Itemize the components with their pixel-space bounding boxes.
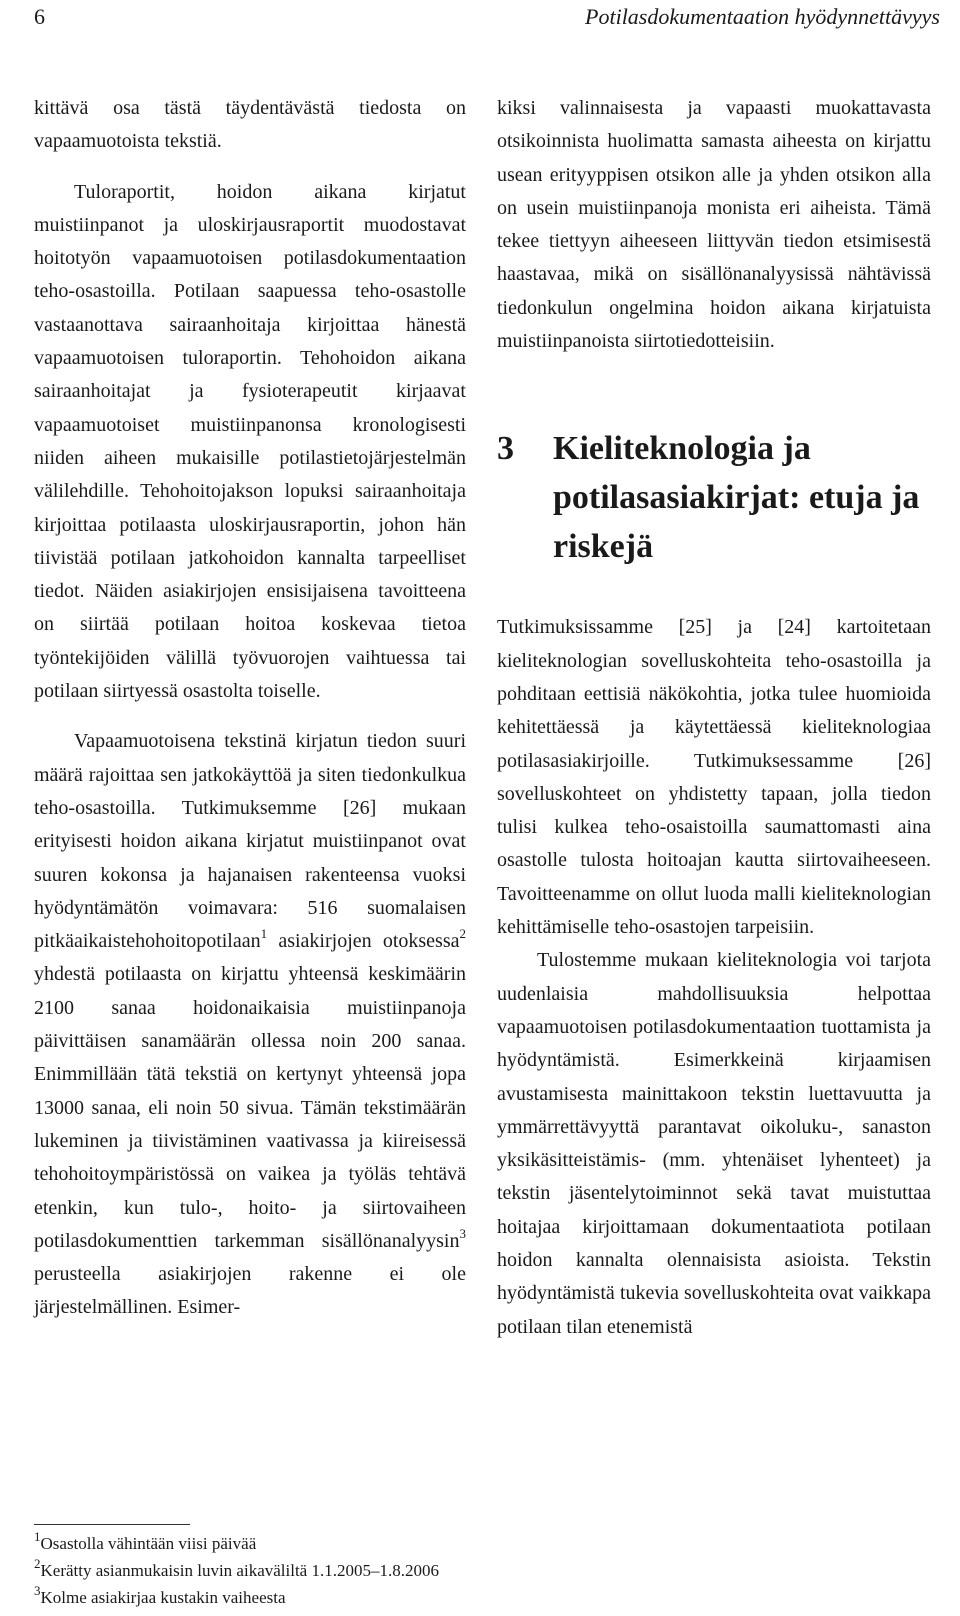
footnote-rule xyxy=(34,1524,190,1525)
footnote-ref: 1 xyxy=(260,926,268,942)
footnote-text: Osastolla vähintään viisi päivää xyxy=(40,1534,257,1553)
footnote-mark: 2 xyxy=(34,1556,41,1572)
footnotes xyxy=(34,1530,439,1611)
running-title: Potilasdokumentaation hyödynnettävyys xyxy=(585,4,940,29)
paragraph: kiksi valinnaisesta ja vapaasti muokattavasta otsikoinnista huolimatta samasta aiheesta on kirjattu usean erityyppisen otsikon alle ja yhden otsikon alla on usein muistiinpanoja monista eri aiheista. Tämä tekee tiettyyn aiheeseen liittyvän tiedon etsimisestä haastavaa, mikä on sisällönanalyysissä nähtävissä tiedonkulun ongelmina hoidon aikana kirjatuista muistiinpanoista siirtotiedotteisiin. xyxy=(497,97,931,353)
paragraph-text: perusteella asiakirjojen rakenne ei ole järjestelmällinen. Esimer- xyxy=(34,1263,466,1319)
section-heading xyxy=(497,424,931,571)
right-column xyxy=(497,92,931,1344)
paragraph: Tuloraportit, hoidon aikana kirjatut muistiinpanot ja uloskirjausraportit muodostavat hoitotyön vapaamuotoisen potilasdokumentaation teho-osastoilla. Potilaan saapuessa teho-osastolle vastaanottava sairaanhoitaja kirjoittaa hänestä vapaamuotoisen tuloraportin. Tehohoidon aikana sairaanhoitajat ja fysioterapeutit kirjaavat vapaamuotoiset muistiinpanonsa kronologisesti niiden aiheen mukaisille potilastietojärjestelmän välilehdille. Tehohoitojakson lopuksi sairaanhoitaja kirjoittaa potilaasta uloskirjausraportin, johon hän tiivistää potilaan jatkohoidon kannalta tarpeelliset tiedot. Näiden asiakirjojen ensisijaisena tavoitteena on siirtää potilaan hoitoa koskevaa tietoa työntekijöiden välillä työvuorojen vaihtuessa tai potilaan siirtyessä osastolta toiselle. xyxy=(34,180,466,703)
left-column xyxy=(34,92,466,1325)
paragraph: kittävä osa tästä täydentävästä tiedosta on vapaamuotoista tekstiä. xyxy=(34,97,466,153)
section-number: 3 xyxy=(497,430,514,468)
section-title: Kieliteknologia ja potilasasiakirjat: etuja ja riskejä xyxy=(553,430,920,566)
footnote-ref: 3 xyxy=(459,1226,466,1242)
paragraph-text: yhdestä potilaasta on kirjattu yhteensä keskimäärin 2100 sanaa hoidonaikaisia muistiinpanoja päivittäisen sanamäärän ollessa noin 200 sanaa. Enimmillään tätä tekstiä on kertynyt yhteensä jopa 13000 sanaa, eli noin 50 sivua. Tämän tekstimäärän lukeminen ja tiivistäminen vaativassa ja kiireisessä tehohoitoympäristössä on vaikea ja työläs tehtävä etenkin, kun tulo-, hoito- ja siirtovaiheen potilasdokumenttien tarkemman sisällönanalyysin xyxy=(34,963,466,1252)
paragraph: Tutkimuksissamme [25] ja [24] kartoitetaan kieliteknologian sovelluskohteita teho-osastoilla ja pohditaan eettisiä näkökohtia, jotka tulee huomioida kehitettäessä ja käytettäessä kieliteknologiaa potilasasiakirjoille. Tutkimuksessamme [26] sovelluskohteet on yhdistetty tapaan, jolla tiedon tulisi kulkea teho-osaistoilla saumattomasti aina osastolle tulosta hoitoajan kautta siirtovaiheeseen. Tavoitteenamme on ollut luoda malli kieliteknologian kehittämiselle teho-osastojen tarpeisiin. xyxy=(497,616,931,939)
paragraph: Tulostemme mukaan kieliteknologia voi tarjota uudenlaisia mahdollisuuksia helpottaa vapaamuotoisen potilasdokumentaation tuottamista ja hyödyntämistä. Esimerkkeinä kirjaamisen avustamisesta mainittakoon tekstin luettavuutta ja ymmärrettävyyttä parantavat oikoluku-, sanaston yksikäsitteistämis- (mm. yhtenäiset lyhenteet) ja tekstin jäsentelytoiminnot sekä tavat muistuttaa hoitajaa kirjoittamaan dokumentaatiota potilaan hoidon kannalta olennaisista asioista. Tekstin hyödyntämistä tukevia sovelluskohteita ovat vaikkapa potilaan tilan etenemistä xyxy=(497,949,931,1338)
paragraph-text: asiakirjojen otoksessa xyxy=(267,930,460,953)
footnote-mark: 3 xyxy=(34,1583,41,1599)
footnote xyxy=(34,1557,439,1584)
footnote-mark: 1 xyxy=(34,1529,41,1545)
footnote-ref: 2 xyxy=(459,926,466,942)
page-number: 6 xyxy=(34,4,45,29)
footnote xyxy=(34,1584,439,1611)
footnote-text: Kerätty asianmukaisin luvin aikaväliltä 1.1.2005–1.8.2006 xyxy=(40,1561,439,1580)
footnote-text: Kolme asiakirjaa kustakin vaiheesta xyxy=(40,1588,286,1607)
paragraph xyxy=(34,725,466,1324)
paragraph-text: Vapaamuotoisena tekstinä kirjatun tiedon suuri määrä rajoittaa sen jatkokäyttöä ja siten tiedonkulkua teho-osastoilla. Tutkimuksemme [26] mukaan erityisesti hoidon aikana kirjatut muistiinpanot ovat suuren kokonsa ja hajanaisen rakenteensa vuoksi hyödyntämätön voimavara: 516 suomalaisen pitkäaikaistehohoitopotilaan xyxy=(34,730,466,953)
footnote xyxy=(34,1530,439,1557)
